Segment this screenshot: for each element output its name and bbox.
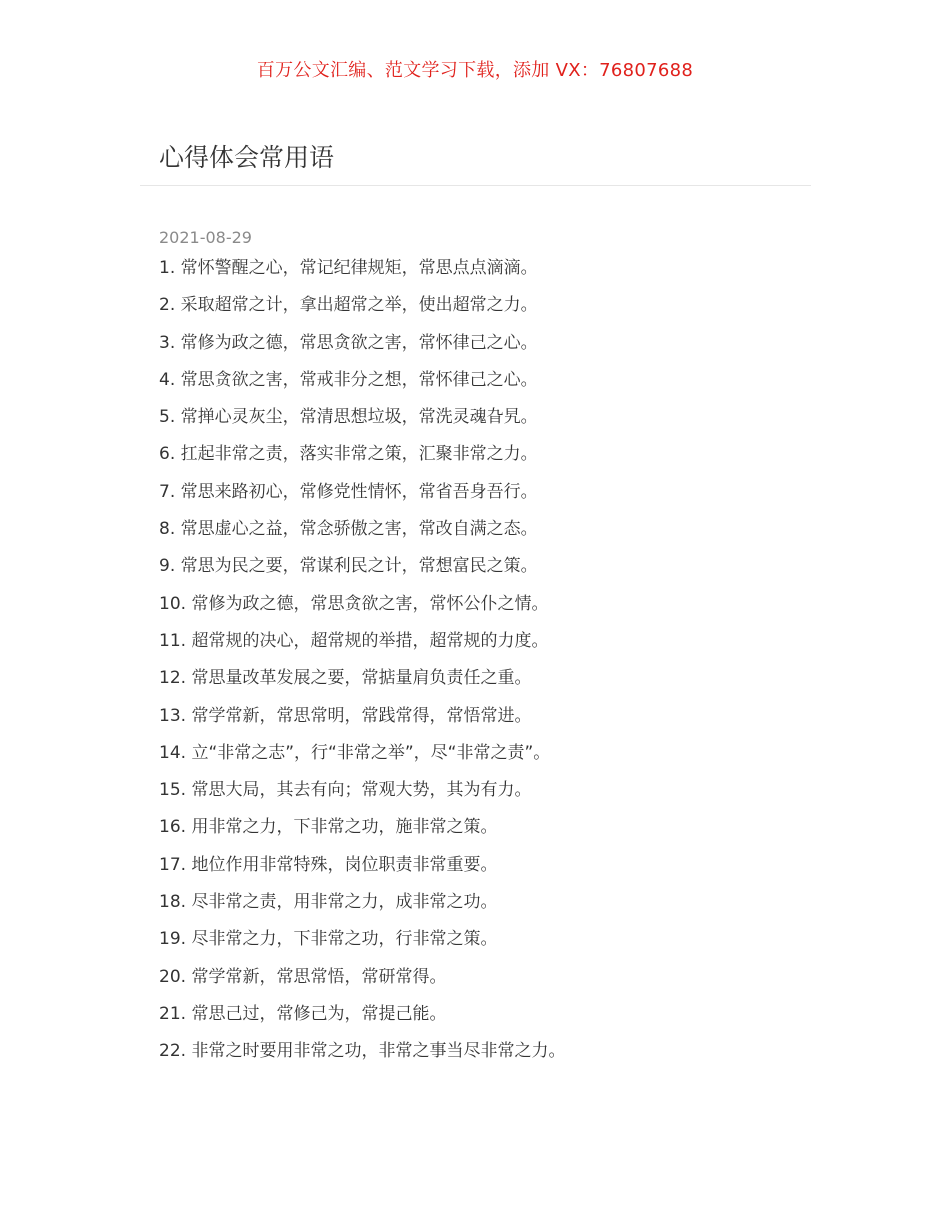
list-item: 15. 常思大局，其去有向；常观大势，其为有力。 [159,780,532,801]
publish-date: 2021-08-29 [159,228,252,247]
list-item: 2. 采取超常之计，拿出超常之举，使出超常之力。 [159,295,538,316]
list-item: 1. 常怀警醒之心，常记纪律规矩，常思点点滴滴。 [159,258,538,278]
list-item: 7. 常思来路初心，常修党性情怀，常省吾身吾行。 [159,481,538,502]
list-item: 17. 地位作用非常特殊，岗位职责非常重要。 [159,854,498,875]
promo-banner: 百万公文汇编、范文学习下载，添加 VX：76807688 [256,60,694,81]
list-item: 20. 常学常新，常思常悟，常研常得。 [159,966,447,987]
list-item: 13. 常学常新，常思常明，常践常得，常悟常进。 [159,705,532,726]
list-item: 4. 常思贪欲之害，常戒非分之想，常怀律己之心。 [159,369,538,390]
list-item: 6. 扛起非常之责，落实非常之策，汇聚非常之力。 [159,444,538,465]
list-item: 9. 常思为民之要，常谋利民之计，常想富民之策。 [159,556,538,577]
list-item: 19. 尽非常之力，下非常之功，行非常之策。 [159,929,498,950]
list-item: 12. 常思量改革发展之要，常掂量肩负责任之重。 [159,668,532,689]
list-item: 21. 常思己过，常修己为，常提己能。 [159,1003,447,1024]
title-divider [140,185,811,186]
list-item: 3. 常修为政之德，常思贪欲之害，常怀律己之心。 [159,332,538,353]
list-item: 8. 常思虚心之益，常念骄傲之害，常改自满之态。 [159,519,538,540]
list-item: 18. 尽非常之责，用非常之力，成非常之功。 [159,892,498,913]
list-item: 5. 常掸心灵灰尘，常清思想垃圾，常洗灵魂旮旯。 [159,407,538,428]
list-item: 14. 立“非常之志”，行“非常之举”，尽“非常之责”。 [159,742,551,763]
list-item: 11. 超常规的决心，超常规的举措，超常规的力度。 [159,630,549,651]
list-item: 22. 非常之时要用非常之功，非常之事当尽非常之力。 [159,1041,566,1062]
list-item: 10. 常修为政之德，常思贪欲之害，常怀公仆之情。 [159,593,549,614]
page-title: 心得体会常用语 [159,143,335,172]
list-item: 16. 用非常之力，下非常之功，施非常之策。 [159,817,498,838]
phrase-list [159,257,565,1078]
